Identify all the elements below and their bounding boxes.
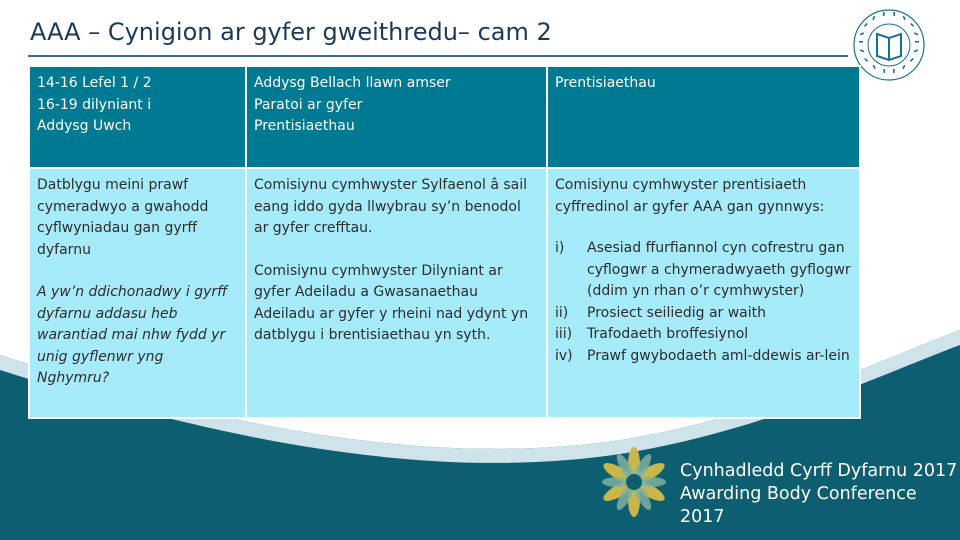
requirements-list [555,238,851,367]
slide-title: AAA – Cynigion ar gyfer gweithredu– cam 2 [30,18,552,46]
list-item [555,303,851,325]
list-text: Prawf gwybodaeth aml-ddewis ar-lein [587,347,850,364]
body-cell-col2 [246,168,547,418]
conference-name-welsh: Cynhadledd Cyrff Dyfarnu 2017 [680,461,958,481]
list-text: Asesiad ffurfiannol cyn cofrestru gan cyflogwr a chymeradwyaeth gyflogwr (ddim yn rhan o’r cymhwyster) [587,240,851,299]
conference-name [680,460,960,529]
list-number: iii) [555,326,573,342]
header-line: 14-16 Lefel 1 / 2 [37,75,152,91]
list-text: Prosiect seiliedig ar waith [587,304,767,321]
header-cell-col1 [29,66,246,168]
body-paragraph: Comisiynu cymhwyster Dilyniant ar gyfer Adeiladu a Gwasanaethau Adeiladu ar gyfer y rheini nad ydynt yn datblygu i brentisiaethau yn syth. [254,262,529,343]
body-cell-col1 [29,168,246,418]
title-underline [28,55,848,57]
body-paragraph: Datblygu meini prawf cymeradwyo a gwahodd cyflwyniadau gan gyrff dyfarnu [37,177,209,258]
body-paragraph: Comisiynu cymhwyster Sylfaenol â sail eang iddo gyda llwybrau sy’n benodol ar gyfer crefftau. [254,177,528,236]
list-item [555,324,851,346]
header-cell-col3 [547,66,860,168]
list-number: ii) [555,304,569,321]
header-cell-col2 [246,66,547,168]
body-cell-col3 [547,168,860,418]
body-question: A yw’n ddichonadwy i gyrff dyfarnu addasu heb warantiad mai nhw fydd yr unig gyflenwr yng Nghymru? [37,284,228,386]
table-body-row [29,168,860,418]
header-line: Addysg Uwch [37,118,132,134]
list-text: Trafodaeth broffesiynol [587,326,749,342]
body-paragraph: Comisiynu cymhwyster prentisiaeth cyffredinol ar gyfer AAA gan gynnwys: [555,177,825,215]
conference-name-english: Awarding Body Conference 2017 [680,484,917,527]
list-item [555,238,851,303]
table-header-row [29,66,860,168]
header-line: Paratoi ar gyfer [254,96,363,113]
header-line: Prentisiaethau [555,75,656,91]
proposals-table [28,65,861,419]
header-line: Prentisiaethau [254,118,355,134]
header-line: 16-19 dilyniant i [37,96,152,113]
list-item [555,346,851,368]
conference-emblem-icon [596,444,672,520]
list-number: iv) [555,347,573,364]
list-number: i) [555,240,565,256]
header-line: Addysg Bellach llawn amser [254,75,451,91]
qualifications-wales-seal-logo [852,8,926,82]
